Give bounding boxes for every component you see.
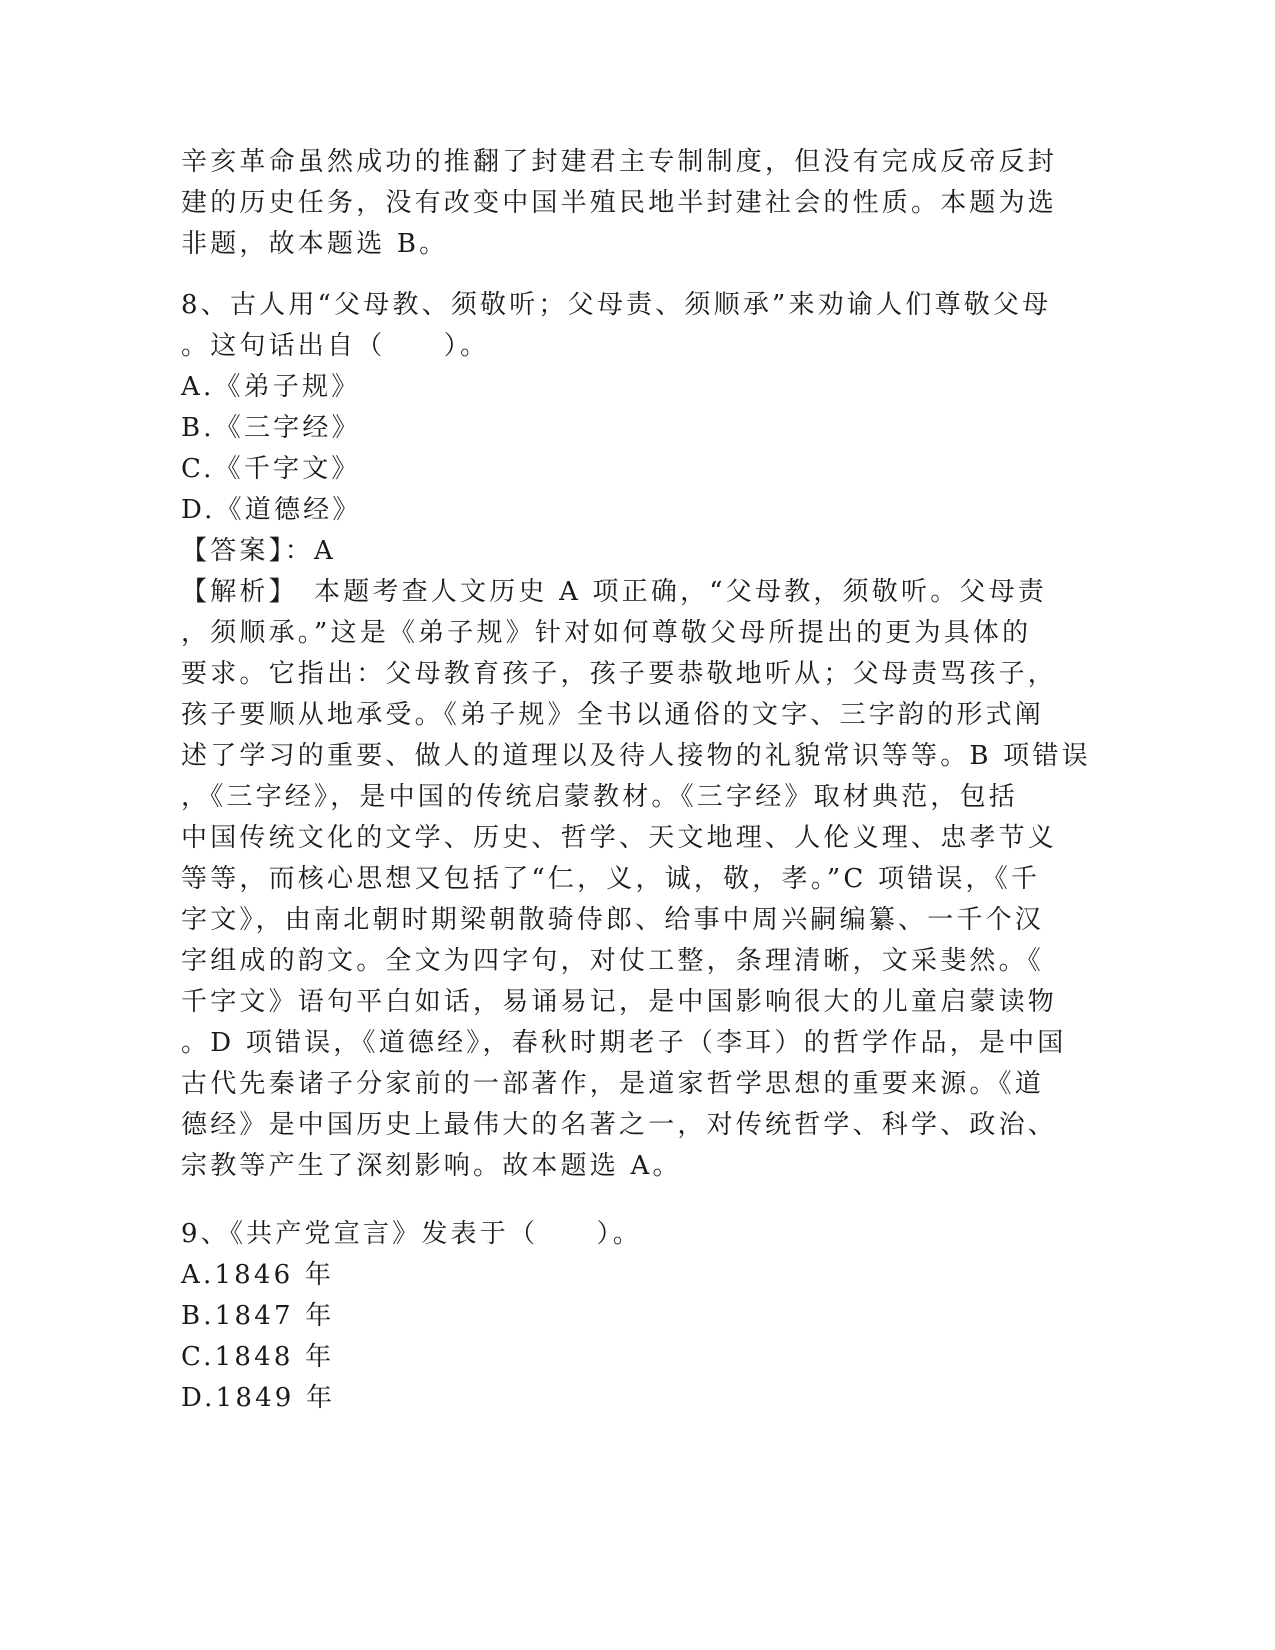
- question-8-analysis-line: 等等，而核心思想又包括了“仁，义，诚，敬，孝。”C 项错误，《千: [181, 864, 1041, 894]
- question-8-analysis-line: 要求。它指出：父母教育孩子，孩子要恭敬地听从；父母责骂孩子，: [181, 659, 1058, 689]
- question-8-analysis-line: 。D 项错误，《道德经》，春秋时期老子（李耳）的哲学作品，是中国: [181, 1028, 1067, 1058]
- question-9-stem: 9、《共产党宣言》发表于（ ）。: [181, 1219, 642, 1249]
- question-8-analysis-line: 述了学习的重要、做人的道理以及待人接物的礼貌常识等等。B 项错误: [181, 741, 1091, 771]
- question-8-option-b: B.《三字经》: [181, 413, 361, 443]
- question-8-analysis-line: 宗教等产生了深刻影响。故本题选 A。: [181, 1151, 682, 1181]
- question-9-option-d: D.1849 年: [181, 1383, 336, 1413]
- question-8-analysis-line: 德经》是中国历史上最伟大的名著之一，对传统哲学、科学、政治、: [181, 1110, 1058, 1140]
- question-8-analysis-line: 【解析】 本题考查人文历史 A 项正确，“父母教，须敬听。父母责: [181, 577, 1047, 607]
- question-8-stem: 。这句话出自（ ）。: [181, 331, 490, 361]
- paragraph-line: 辛亥革命虽然成功的推翻了封建君主专制制度，但没有完成反帝反封: [181, 147, 1058, 177]
- question-9-option-b: B.1847 年: [181, 1301, 335, 1331]
- paragraph-line: 非题，故本题选 B。: [181, 229, 449, 259]
- question-8-analysis-line: 字文》，由南北朝时期梁朝散骑侍郎、给事中周兴嗣编纂、一千个汉: [181, 905, 1045, 935]
- question-8-analysis-line: 千字文》语句平白如话，易诵易记，是中国影响很大的儿童启蒙读物: [181, 987, 1058, 1017]
- question-8-option-a: A.《弟子规》: [181, 372, 361, 402]
- question-8-analysis-line: 古代先秦诸子分家前的一部著作，是道家哲学思想的重要来源。《道: [181, 1069, 1045, 1099]
- question-8-option-c: C.《千字文》: [181, 454, 361, 484]
- question-8-option-d: D.《道德经》: [181, 495, 362, 525]
- question-9-option-a: A.1846 年: [181, 1260, 335, 1290]
- question-8-answer: 【答案】：A: [181, 536, 336, 566]
- question-8-stem: 8、古人用“父母教、须敬听；父母责、须顺承”来劝谕人们尊敬父母: [181, 290, 1052, 320]
- question-8-analysis-line: 孩子要顺从地承受。《弟子规》全书以通俗的文字、三字韵的形式阐: [181, 700, 1045, 730]
- question-8-analysis-line: ，《三字经》，是中国的传统启蒙教材。《三字经》取材典范，包括: [181, 782, 1019, 812]
- question-9-option-c: C.1848 年: [181, 1342, 335, 1372]
- question-8-analysis-line: 字组成的韵文。全文为四字句，对仗工整，条理清晰，文采斐然。《: [181, 946, 1045, 976]
- question-8-analysis-line: ，须顺承。”这是《弟子规》针对如何尊敬父母所提出的更为具体的: [181, 618, 1032, 648]
- question-8-analysis-line: 中国传统文化的文学、历史、哲学、天文地理、人伦义理、忠孝节义: [181, 823, 1058, 853]
- paragraph-line: 建的历史任务，没有改变中国半殖民地半封建社会的性质。本题为选: [181, 188, 1058, 218]
